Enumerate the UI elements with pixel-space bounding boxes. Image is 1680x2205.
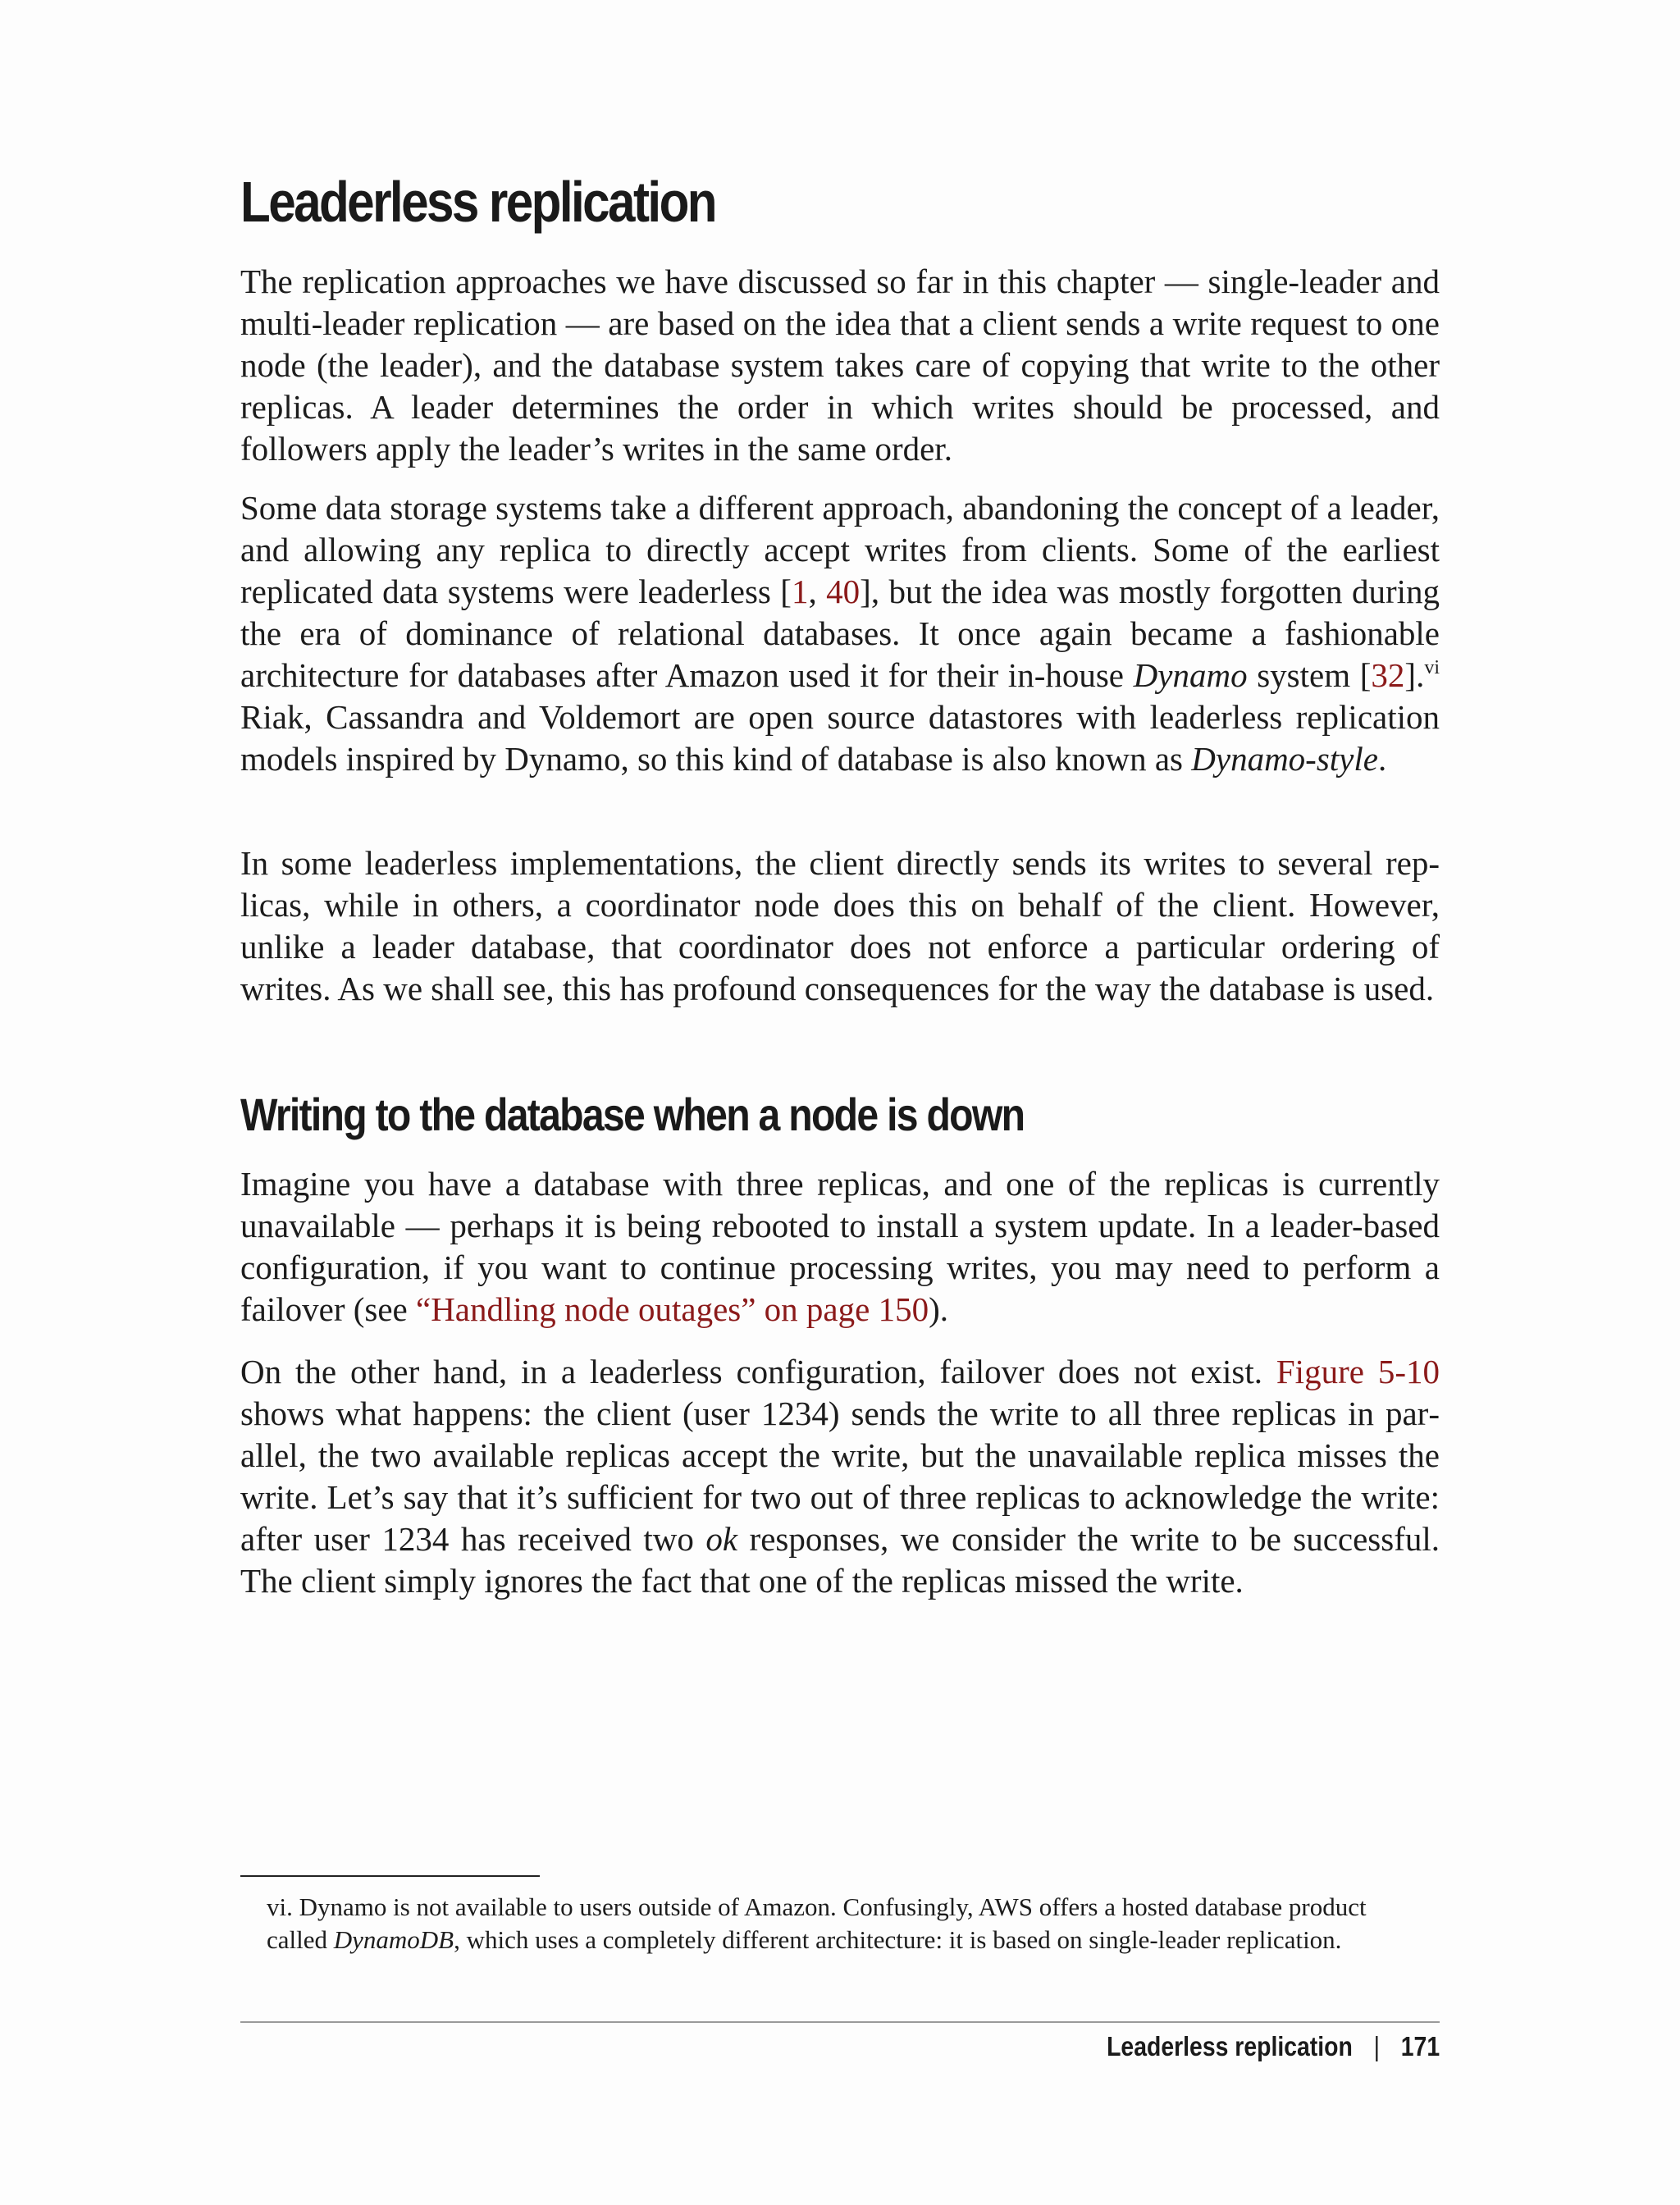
- text-run: ,: [808, 573, 827, 610]
- cross-reference-link[interactable]: “Handling node outages” on page 150: [416, 1290, 929, 1328]
- page-number: 171: [1400, 2031, 1440, 2061]
- figure-reference-link[interactable]: Figure 5-10: [1276, 1353, 1440, 1390]
- text-run: responses, we consider the write to be successful. The client simply ignores the fact that one of the replicas missed the write.: [240, 1520, 1440, 1600]
- dynamo-style-term: Dynamo-style: [1191, 740, 1378, 778]
- footer-section-title: Leaderless replication: [1106, 2031, 1353, 2061]
- footnote: [267, 1891, 1431, 1956]
- ok-term: ok: [705, 1520, 738, 1558]
- text-run: On the other hand, in a leaderless configuration, failover does not exist.: [240, 1353, 1276, 1390]
- footer-separator: |: [1373, 2031, 1380, 2061]
- text-run: ], but the idea was mostly forgotten during the era of dominance of relational databases. It once again became a fashionable architecture for databases after Amazon used it for their in-house: [240, 573, 1440, 694]
- section-heading: Leaderless replication: [240, 170, 715, 234]
- citation-link-1[interactable]: 1: [791, 573, 809, 610]
- dynamo-term: Dynamo: [1133, 656, 1248, 694]
- text-run: Riak, Cassandra and Voldemort are open source datastores with leaderless replication models inspired by Dynamo, so this kind of database is also known as: [240, 698, 1440, 778]
- text-run: ).: [929, 1290, 948, 1328]
- footnote-divider: [240, 1875, 540, 1877]
- text-run: Some data storage systems take a different approach, abandoning the concept of a leader, and allowing any replica to directly accept writes from clients. Some of the earliest replicated data systems were leaderless [: [240, 489, 1440, 610]
- text-run: shows what happens: the client (user 1234) sends the write to all three replicas in parallel, the two available replicas accept the write, but the unavailable replica misses the write. Let’s say that it’s sufficient for two out of three replicas to acknowledge the write: after user 1234 has received two: [240, 1395, 1440, 1558]
- citation-link-32[interactable]: 32: [1371, 656, 1405, 694]
- paragraph-4: [240, 1163, 1440, 1331]
- paragraph-5: [240, 1351, 1440, 1602]
- paragraph-1: [240, 261, 1440, 470]
- footnote-marker[interactable]: vi: [1424, 657, 1440, 678]
- footer-divider: [240, 2021, 1440, 2023]
- citation-link-40[interactable]: 40: [826, 573, 861, 610]
- text-run: system [: [1247, 656, 1372, 694]
- text-run: vi. Dynamo is not available to users outside of Amazon. Confusingly, AWS offers a hosted database product called: [267, 1892, 1367, 1954]
- running-footer: [1107, 2031, 1440, 2062]
- text-run: .: [1377, 740, 1387, 778]
- text-run: Imagine you have a database with three replicas, and one of the replicas is currently unavailable — perhaps it is being rebooted to install a system update. In a leader-based configuration, if you want to continue processing writes, you may need to perform a failover (see: [240, 1165, 1440, 1328]
- text-run: , which uses a completely different architecture: it is based on single-leader replication.: [454, 1925, 1342, 1954]
- paragraph-1-text: The replication approaches we have discussed so far in this chapter — single-leader and multi-leader replication — are based on the idea that a client sends a write request to one node (the leader), and the database system takes care of copying that write to the other replicas. A leader determines the order in which writes should be processed, and followers apply the leader’s writes in the same order.: [240, 262, 1440, 468]
- paragraph-3-text: In some leaderless implementations, the client directly sends its writes to several replicas, while in others, a coordinator node does this on behalf of the client. However, unlike a leader database, that coordinator does not enforce a particular ordering of writes. As we shall see, this has profound consequences for the way the database is used.: [240, 844, 1440, 1007]
- paragraph-2: [240, 487, 1440, 780]
- dynamodb-term: DynamoDB: [333, 1925, 454, 1954]
- paragraph-3: [240, 842, 1440, 1010]
- subsection-heading: Writing to the database when a node is down: [240, 1089, 1025, 1140]
- text-run: ].: [1404, 656, 1425, 694]
